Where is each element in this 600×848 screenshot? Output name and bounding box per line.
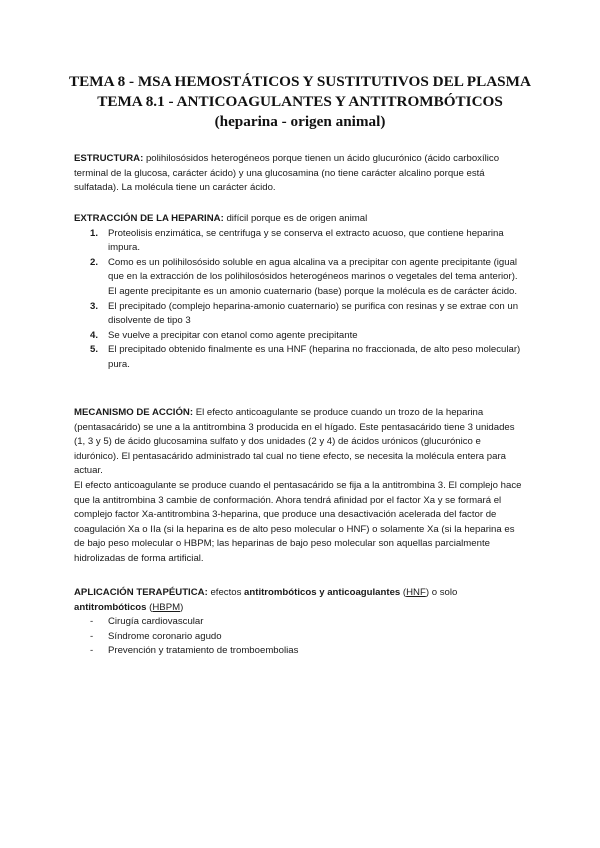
list-item — [74, 343, 526, 372]
estructura-label: ESTRUCTURA: — [74, 153, 144, 164]
aplicacion-bold-b: antitrombóticos — [74, 601, 147, 613]
section-mecanismo — [74, 406, 526, 567]
title-line-3: (heparina - origen animal) — [214, 113, 386, 130]
dash-bullet: - — [90, 616, 94, 628]
aplicacion-text-b: ) o solo — [425, 587, 458, 598]
list-item-text: Como es un polihilosósido soluble en agua alcalina va a precipitar con agente precipitante (igual que en la extracción de los polihilosósidos heterogéneos marinos o vegetales del tema anterior). El agente precipitante es un amonio cuaternario (base) porque la molécula es de carácter ácido. — [108, 256, 518, 297]
abbr-hnf: HNF — [406, 587, 426, 598]
dash-bullet: - — [90, 645, 94, 657]
list-item-number: 5. — [90, 344, 99, 356]
section-estructura — [74, 152, 526, 196]
aplicacion-text-a: efectos — [207, 587, 245, 598]
list-item-number: 4. — [90, 329, 99, 341]
extraccion-heading — [74, 212, 526, 227]
abbr-hbpm: HBPM — [152, 601, 181, 613]
list-item — [74, 227, 526, 256]
aplicacion-label: APLICACIÓN TERAPÉUTICA: — [74, 587, 208, 598]
extraccion-steps-list — [74, 227, 526, 373]
list-item-text: Proteolisis enzimática, se centrifuga y se conserva el extracto acuoso, que contiene heparina impura. — [108, 227, 504, 254]
extraccion-label: EXTRACCIÓN DE LA HEPARINA: — [74, 213, 224, 224]
list-item-text: Prevención y tratamiento de tromboembolias — [108, 645, 299, 657]
mecanismo-paragraph-1 — [74, 406, 526, 479]
list-item — [74, 300, 526, 329]
aplicacion-bold-a: antitrombóticos y anticoagulantes — [244, 587, 401, 598]
dash-bullet: - — [90, 630, 94, 642]
list-item-text: Cirugía cardiovascular — [108, 616, 204, 628]
estructura-text: polihilosósidos heterogéneos porque tienen un ácido glucurónico (ácido carboxílico terminal de la glucosa, carácter ácido) y una glucosamina (no tiene carácter alcalino porque está sulfatada). La molécula tiene un carácter ácido. — [74, 153, 500, 194]
list-item — [74, 615, 526, 630]
section-extraccion — [74, 212, 526, 373]
title-line-1: TEMA 8 - MSA HEMOSTÁTICOS Y SUSTITUTIVOS DEL PLASMA — [69, 73, 531, 90]
list-item — [74, 630, 526, 645]
estructura-paragraph — [74, 152, 526, 196]
title-line-2: TEMA 8.1 - ANTICOAGULANTES Y ANTITROMBÓTICOS — [97, 93, 503, 110]
mecanismo-label: MECANISMO DE ACCIÓN: — [74, 407, 194, 418]
mecanismo-text-1: El efecto anticoagulante se produce cuando un trozo de la heparina (pentasacárido) se une a la antitrombina 3 producida en el hígado. Este pentasacárido tiene 3 unidades (1, 3 y 5) de ácido glucosamina sulfato y dos unidades (2 y 4) de ácidos urónicos (glucurónico e idurónico). El pentasacárido administrado tal cual no tiene efecto, se necesita la molécula entera para actuar. — [74, 407, 515, 477]
list-item-number: 1. — [90, 227, 99, 239]
extraccion-text: difícil porque es de origen animal — [223, 213, 368, 224]
mecanismo-paragraph-2: El efecto anticoagulante se produce cuando el pentasacárido se fija a la antitrombina 3. El complejo hace que la antitrombina 3 cambie de conformación. Ahora tendrá afinidad por el factor Xa y se formará el complejo factor Xa-antitrombina 3-heparina, que produce una desactivación acelerada del factor de coagulación Xa o IIa (si la heparina es de alto peso molecular o HNF) o solamente Xa (si la heparina es de bajo peso molecular o HBPM; las heparinas de bajo peso molecular son aquellas parcialmente hidrolizadas de forma artificial. — [74, 479, 522, 564]
section-aplicacion — [74, 586, 526, 659]
list-item-text: Se vuelve a precipitar con etanol como agente precipitante — [108, 329, 358, 341]
list-item-text: El precipitado (complejo heparina-amonio cuaternario) se purifica con resinas y se extrae con un disolvente de tipo 3 — [108, 300, 519, 327]
aplicacion-paren-open-2: ( — [146, 601, 153, 613]
list-item-number: 2. — [90, 256, 99, 268]
document-title — [0, 72, 600, 132]
list-item — [74, 329, 526, 344]
list-item — [74, 644, 526, 659]
list-item-text: Síndrome coronario agudo — [108, 630, 222, 642]
aplicacion-heading — [74, 586, 526, 615]
aplicacion-paren-open: ( — [400, 587, 407, 598]
list-item — [74, 256, 526, 300]
aplicacion-list — [74, 615, 526, 659]
list-item-number: 3. — [90, 300, 99, 312]
list-item-text: El precipitado obtenido finalmente es una HNF (heparina no fraccionada, de alto peso molecular) pura. — [108, 344, 521, 370]
aplicacion-paren-close-2: ) — [180, 601, 184, 613]
